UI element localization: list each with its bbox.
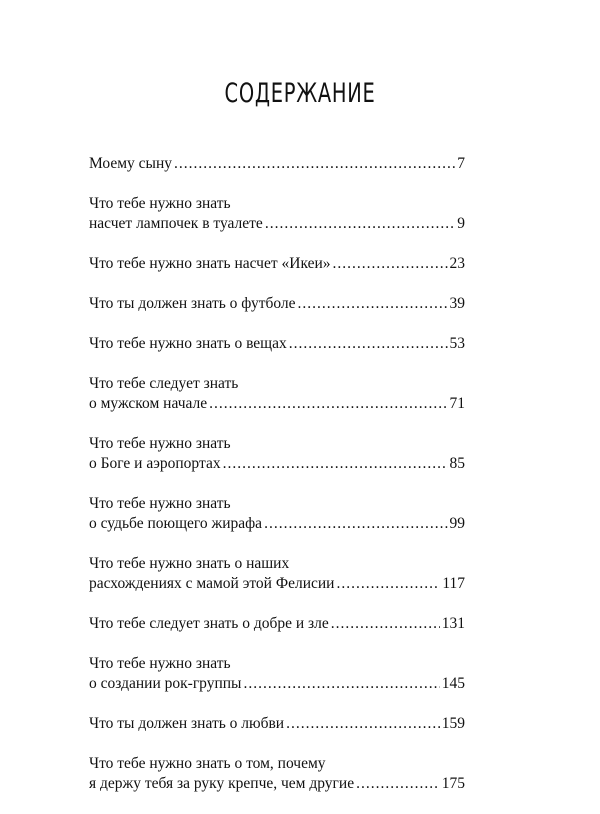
page-title: СОДЕРЖАНИЕ xyxy=(224,78,376,109)
toc-leader-dots xyxy=(289,334,448,354)
toc-leader-dots xyxy=(333,254,448,274)
toc-entry-title: Моему сыну xyxy=(89,155,172,172)
toc-page-number: 39 xyxy=(449,295,465,312)
toc-leader-dots xyxy=(356,774,440,794)
toc-page-number: 159 xyxy=(441,715,465,732)
toc-entry-title: о создании рок-группы xyxy=(89,675,242,692)
toc-entry-title-line1: Что тебе следует знать xyxy=(89,375,239,392)
toc-entry xyxy=(89,254,465,274)
toc-entry xyxy=(89,334,465,354)
toc-entry-title: Что тебе нужно знать о вещах xyxy=(89,335,287,352)
toc-entry-row xyxy=(89,214,465,234)
toc-leader-dots xyxy=(243,674,439,694)
toc-entry-title: насчет лампочек в туалете xyxy=(89,215,263,232)
toc-page-number: 7 xyxy=(457,155,465,172)
toc-entry-title-line1: Что тебе нужно знать о том, почему xyxy=(89,755,326,772)
toc-page-number: 175 xyxy=(441,775,465,792)
toc-entry-title-line1: Что тебе нужно знать о наших xyxy=(89,555,290,572)
toc-entry-title-line1: Что тебе нужно знать xyxy=(89,435,231,452)
toc-entry xyxy=(89,754,465,794)
toc-entry xyxy=(89,294,465,314)
toc-page-number: 53 xyxy=(449,335,465,352)
toc-entry xyxy=(89,154,465,174)
toc-entry-row xyxy=(89,574,465,594)
toc-leader-dots xyxy=(265,214,455,234)
toc-entry xyxy=(89,654,465,694)
toc-entry-title-line1: Что тебе нужно знать xyxy=(89,495,231,512)
toc-entry-title: Что тебе следует знать о добре и зле xyxy=(89,615,329,632)
toc-entry-row xyxy=(89,454,465,474)
toc-page-number: 117 xyxy=(442,575,465,592)
toc-leader-dots xyxy=(336,574,440,594)
toc-entry-row xyxy=(89,294,465,314)
toc-entry-title: о мужском начале xyxy=(89,395,208,412)
toc-entry xyxy=(89,614,465,634)
toc-entry xyxy=(89,194,465,234)
toc-entry-row xyxy=(89,774,465,794)
toc-page-number: 71 xyxy=(449,395,465,412)
toc-page-number: 145 xyxy=(441,675,465,692)
toc-entry xyxy=(89,494,465,534)
toc-entry-row xyxy=(89,254,465,274)
toc-page-number: 99 xyxy=(449,515,465,532)
toc-entry xyxy=(89,714,465,734)
toc-page-number: 23 xyxy=(449,255,465,272)
toc-page-number: 85 xyxy=(449,455,465,472)
toc-leader-dots xyxy=(298,294,448,314)
toc-entry xyxy=(89,434,465,474)
toc-entry-title: Что ты должен знать о любви xyxy=(89,715,285,732)
toc-entry-row xyxy=(89,674,465,694)
toc-entry-title: Что ты должен знать о футболе xyxy=(89,295,296,312)
toc-leader-dots xyxy=(223,454,448,474)
table-of-contents xyxy=(89,154,465,814)
toc-leader-dots xyxy=(286,714,440,734)
toc-entry xyxy=(89,374,465,414)
toc-entry-title-line1: Что тебе нужно знать xyxy=(89,195,231,212)
toc-entry-title-line1: Что тебе нужно знать xyxy=(89,655,231,672)
toc-entry-row xyxy=(89,514,465,534)
toc-page-number: 131 xyxy=(441,615,465,632)
toc-leader-dots xyxy=(331,614,440,634)
toc-entry-row xyxy=(89,614,465,634)
toc-entry-title: о Боге и аэропортах xyxy=(89,455,221,472)
toc-leader-dots xyxy=(174,154,455,174)
toc-entry-title: расхождениях с мамой этой Фелисии xyxy=(89,575,335,592)
toc-entry-title: я держу тебя за руку крепче, чем другие xyxy=(89,775,355,792)
toc-entry-title: Что тебе нужно знать насчет «Икеи» xyxy=(89,255,331,272)
toc-leader-dots xyxy=(209,394,447,414)
toc-entry-title: о судьбе поющего жирафа xyxy=(89,515,263,532)
toc-entry xyxy=(89,554,465,594)
toc-leader-dots xyxy=(264,514,447,534)
toc-entry-row xyxy=(89,714,465,734)
toc-page-number: 9 xyxy=(457,215,465,232)
toc-entry-row xyxy=(89,334,465,354)
toc-entry-row xyxy=(89,154,465,174)
toc-entry-row xyxy=(89,394,465,414)
